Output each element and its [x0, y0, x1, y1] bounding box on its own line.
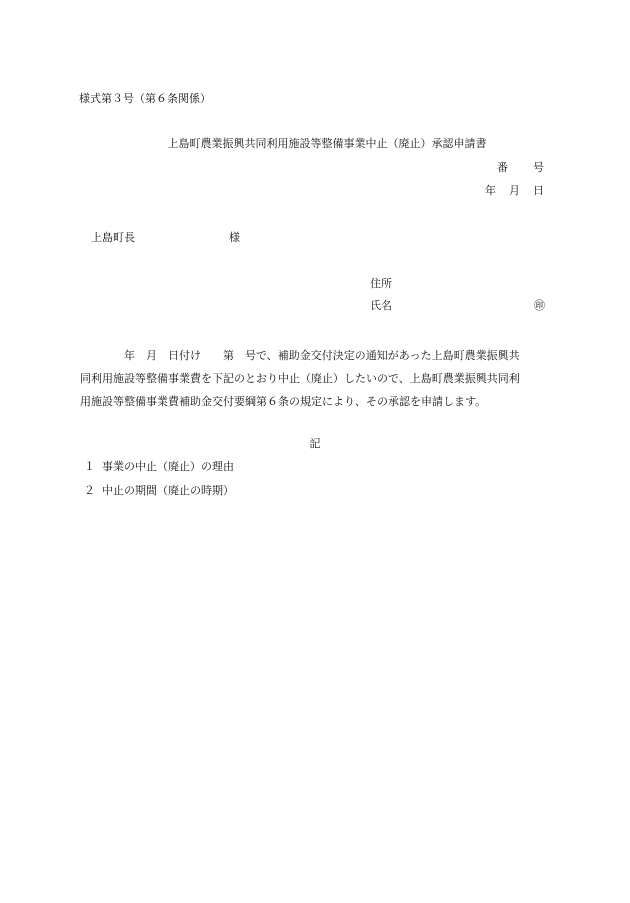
- body-line-1: 年 月 日付け 第 号で、補助金交付決定の通知があった上島町農業振興共: [80, 349, 520, 362]
- list-item-text: 中止の期間（廃止の時期）: [102, 484, 234, 497]
- seal-mark: ㊞: [534, 299, 545, 312]
- list-item-number: ２: [84, 484, 95, 497]
- list-item: [84, 460, 234, 474]
- date-line: 年 月 日: [485, 184, 545, 197]
- addressee-honorific: 様: [229, 231, 240, 244]
- document-title: 上島町農業振興共同利用施設等整備事業中止（廃止）承認申請書: [167, 137, 487, 150]
- name-label: 氏名: [370, 299, 392, 312]
- list-item-text: 事業の中止（廃止）の理由: [102, 460, 234, 473]
- list-item-number: １: [84, 460, 95, 473]
- address-label: 住所: [370, 277, 392, 290]
- list-item: [84, 484, 234, 498]
- body-paragraph: [80, 344, 546, 413]
- form-number: 様式第３号（第６条関係）: [79, 92, 211, 105]
- addressee: [91, 231, 240, 245]
- reference-number: 番 号: [497, 161, 545, 174]
- body-line-3: 用施設等整備事業費補助金交付要綱第６条の規定により、その承認を申請します。: [80, 395, 487, 408]
- body-line-2: 同利用施設等整備事業費を下記のとおり中止（廃止）したいので、上島町農業振興共同利: [80, 372, 520, 385]
- notes-heading: 記: [309, 437, 321, 450]
- addressee-name: 上島町長: [91, 231, 135, 244]
